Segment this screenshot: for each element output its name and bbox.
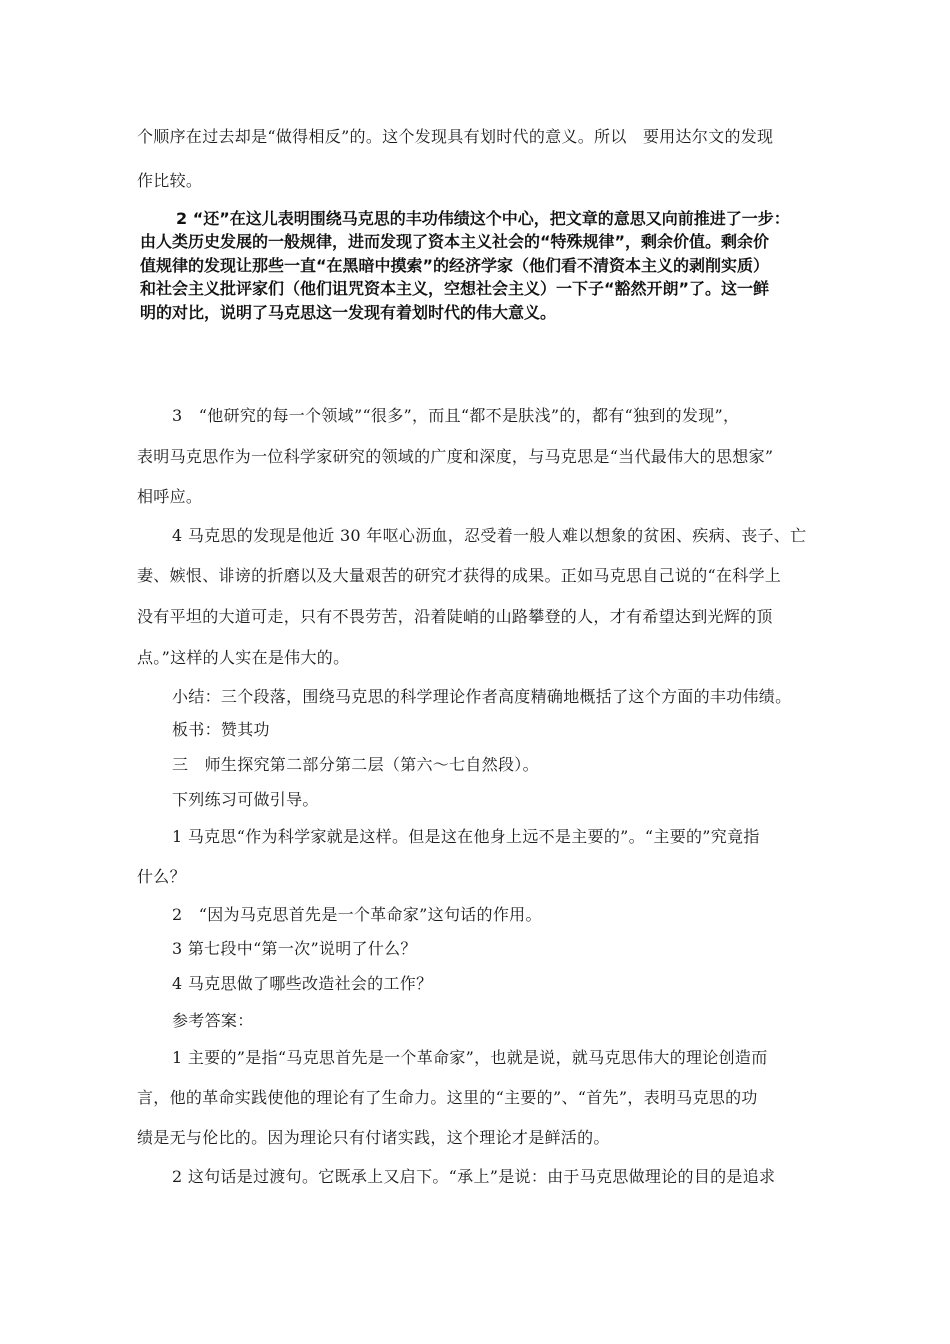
paragraph-3-line-1: 3 “他研究的每一个领域”“很多”，而且“都不是肤浅”的，都有“独到的发现”，	[172, 406, 740, 425]
board-text: 板书：赞其功	[172, 720, 270, 739]
paragraph-4-line-2: 妻、嫉恨、诽谤的折磨以及大量艰苦的研究才获得的成果。正如马克思自己说的“在科学上	[137, 566, 782, 585]
paragraph-2-line-3: 值规律的发现让那些一直“在黑暗中摸索”的经济学家（他们看不清资本主义的剥削实质）	[140, 256, 770, 275]
question-4: 4 马克思做了哪些改造社会的工作？	[172, 974, 433, 993]
question-1-line-1: 1 马克思“作为科学家就是这样。但是这在他身上远不是主要的”。“主要的”究竟指	[172, 827, 760, 846]
question-1-line-2: 什么？	[137, 867, 186, 886]
paragraph-3-line-2: 表明马克思作为一位科学家研究的领域的广度和深度，与马克思是“当代最伟大的思想家”	[137, 447, 774, 466]
answers-label: 参考答案：	[172, 1011, 254, 1030]
paragraph-3-line-3: 相呼应。	[137, 487, 203, 506]
section-three-heading: 三 师生探究第二部分第二层（第六～七自然段）。	[172, 755, 539, 774]
paragraph-4-line-3: 没有平坦的大道可走，只有不畏劳苦，沿着陡峭的山路攀登的人，才有希望达到光辉的顶	[137, 607, 773, 626]
exercise-intro: 下列练习可做引导。	[172, 790, 319, 809]
paragraph-2-line-2: 由人类历史发展的一般规律，进而发现了资本主义社会的“特殊规律”，剩余价值。剩余价	[140, 232, 770, 251]
summary-text: 小结：三个段落，围绕马克思的科学理论作者高度精确地概括了这个方面的丰功伟绩。	[172, 687, 792, 706]
paragraph-top-line-1: 个顺序在过去却是“做得相反”的。这个发现具有划时代的意义。所以 要用达尔文的发现	[137, 127, 774, 146]
answer-1-line-1: 1 主要的”是指“马克思首先是一个革命家”，也就是说，就马克思伟大的理论创造而	[172, 1048, 768, 1067]
paragraph-4-line-1: 4 马克思的发现是他近 30 年呕心沥血，忍受着一般人难以想象的贫困、疾病、丧子、亡	[172, 526, 807, 545]
paragraph-2-line-1: 2 “还”在这儿表明围绕马克思的丰功伟绩这个中心，把文章的意思又向前推进了一步：	[176, 209, 790, 228]
paragraph-top-line-2: 作比较。	[137, 171, 203, 190]
question-2: 2 “因为马克思首先是一个革命家”这句话的作用。	[172, 905, 542, 924]
answer-2-line-1: 2 这句话是过渡句。它既承上又启下。“承上”是说：由于马克思做理论的目的是追求	[172, 1167, 776, 1186]
paragraph-2-line-4: 和社会主义批评家们（他们诅咒资本主义，空想社会主义）一下子“豁然开朗”了。这一鲜	[140, 279, 770, 298]
question-3: 3 第七段中“第一次”说明了什么？	[172, 939, 417, 958]
paragraph-2-line-5: 明的对比，说明了马克思这一发现有着划时代的伟大意义。	[140, 303, 557, 322]
answer-1-line-2: 言，他的革命实践使他的理论有了生命力。这里的“主要的”、“首先”，表明马克思的功	[137, 1088, 758, 1107]
paragraph-4-line-4: 点。”这样的人实在是伟大的。	[137, 648, 350, 667]
answer-1-line-3: 绩是无与伦比的。因为理论只有付诸实践，这个理论才是鲜活的。	[137, 1128, 610, 1147]
